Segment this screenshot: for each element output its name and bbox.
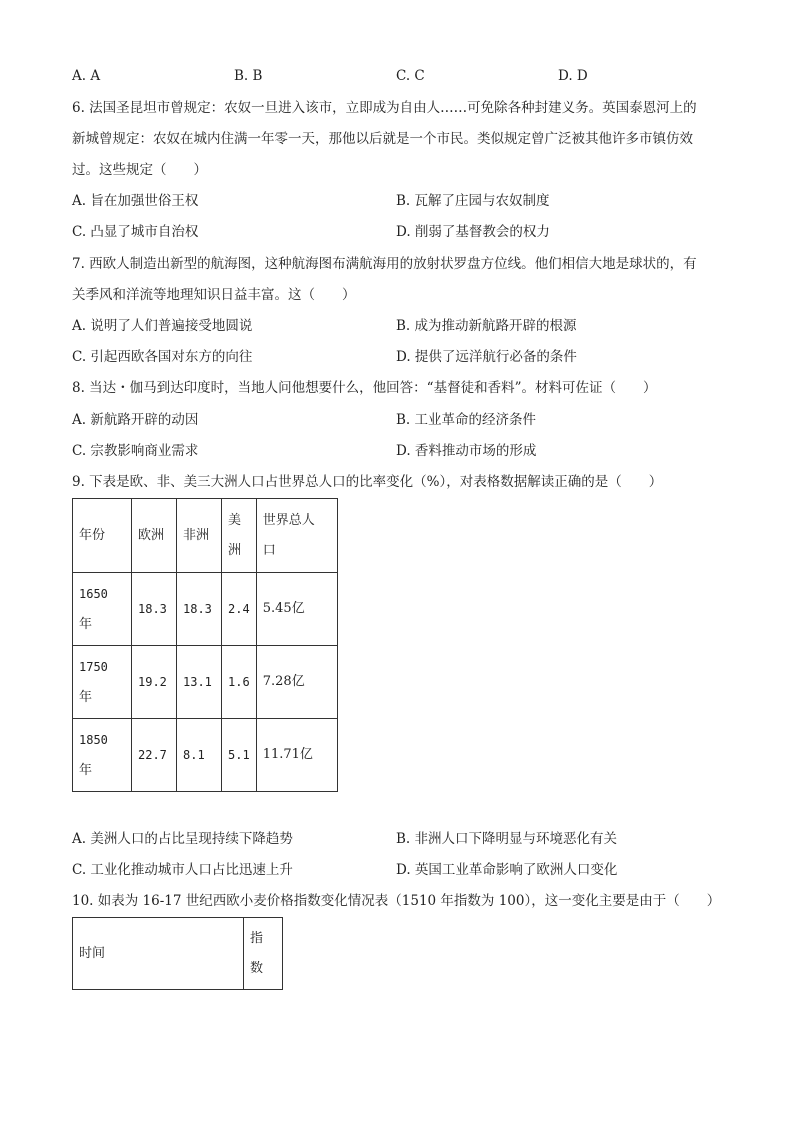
- q9-option-d[interactable]: D. 英国工业革命影响了欧洲人口变化: [396, 862, 618, 878]
- q8-option-c[interactable]: C. 宗教影响商业需求: [72, 443, 199, 459]
- table-header-row: [73, 918, 283, 990]
- q6-stem-line-3: 过。这些规定（ ）: [72, 162, 207, 178]
- header-america: [222, 499, 257, 573]
- cell-world: 5.45亿: [256, 573, 337, 646]
- q7-option-b[interactable]: B. 成为推动新航路开辟的根源: [396, 318, 577, 334]
- cell-year-num: 1650: [79, 586, 108, 601]
- q6-stem-line-2: 新城曾规定：农奴在城内住满一年零一天，那他以后就是一个市民。类似规定曾广泛被其他许多市镇仿效: [72, 131, 693, 147]
- q9-stem-line-1: 9. 下表是欧、非、美三大洲人口占世界总人口的比率变化（%），对表格数据解读正确的是（ ）: [72, 474, 663, 490]
- q5-option-b[interactable]: B. B: [234, 68, 263, 84]
- cell-year: [73, 573, 132, 646]
- q8-option-b[interactable]: B. 工业革命的经济条件: [396, 412, 537, 428]
- q9-option-b[interactable]: B. 非洲人口下降明显与环境恶化有关: [396, 831, 618, 847]
- q7-option-a[interactable]: A. 说明了人们普遍接受地圆说: [72, 318, 253, 334]
- q8-stem-line-1: 8. 当达・伽马到达印度时，当地人问他想要什么，他回答：“基督徒和香料”。材料可佐证（ ）: [72, 380, 657, 396]
- header-index: [244, 918, 283, 990]
- header-world-text-2: 口: [262, 542, 276, 558]
- q10-stem-line-1: 10. 如表为 16-17 世纪西欧小麦价格指数变化情况表（1510 年指数为 100），这一变化主要是由于（ ）: [72, 893, 721, 909]
- q6-stem-line-1: 6. 法国圣昆坦市曾规定：农奴一旦进入该市，立即成为自由人……可免除各种封建义务。英国泰恩河上的: [72, 100, 697, 116]
- header-world-population: [256, 499, 337, 573]
- cell-year-num: 1750: [79, 659, 108, 674]
- q7-stem-line-1: 7. 西欧人制造出新型的航海图，这种航海图布满航海用的放射状罗盘方位线。他们相信大地是球状的，有: [72, 256, 697, 272]
- cell-year-unit: 年: [79, 762, 93, 778]
- q6-option-d[interactable]: D. 削弱了基督教会的权力: [396, 224, 550, 240]
- cell-europe: 22.7: [132, 719, 177, 792]
- q8-option-d[interactable]: D. 香料推动市场的形成: [396, 443, 537, 459]
- header-africa: [177, 499, 222, 573]
- table-row: [73, 646, 338, 719]
- table-row: [73, 719, 338, 792]
- cell-year-unit: 年: [79, 616, 93, 632]
- header-europe: [132, 499, 177, 573]
- cell-world: 11.71亿: [256, 719, 337, 792]
- header-europe-text: 欧洲: [138, 527, 165, 543]
- header-world-text-1: 世界总人: [262, 512, 315, 528]
- q7-stem-line-2: 关季风和洋流等地理知识日益丰富。这（ ）: [72, 287, 356, 303]
- q7-option-c[interactable]: C. 引起西欧各国对东方的向往: [72, 349, 253, 365]
- q5-option-a[interactable]: A. A: [72, 68, 101, 84]
- cell-africa: 18.3: [177, 573, 222, 646]
- q10-wheat-price-table: [72, 917, 283, 990]
- q9-option-c[interactable]: C. 工业化推动城市人口占比迅速上升: [72, 862, 293, 878]
- cell-africa: 8.1: [177, 719, 222, 792]
- cell-world: 7.28亿: [256, 646, 337, 719]
- header-america-text-2: 洲: [228, 542, 242, 558]
- table-row: [73, 573, 338, 646]
- cell-africa: 13.1: [177, 646, 222, 719]
- header-america-text-1: 美: [228, 512, 242, 528]
- table-header-row: [73, 499, 338, 573]
- q6-option-a[interactable]: A. 旨在加强世俗王权: [72, 193, 199, 209]
- header-time: [73, 918, 244, 990]
- cell-year-num: 1850: [79, 732, 108, 747]
- header-africa-text: 非洲: [183, 527, 210, 543]
- cell-year-unit: 年: [79, 689, 93, 705]
- cell-america: 5.1: [222, 719, 257, 792]
- cell-america: 2.4: [222, 573, 257, 646]
- q5-option-d[interactable]: D. D: [558, 68, 588, 84]
- cell-america: 1.6: [222, 646, 257, 719]
- q5-option-c[interactable]: C. C: [396, 68, 425, 84]
- cell-year: [73, 719, 132, 792]
- header-index-text-1: 指: [250, 930, 264, 946]
- q9-option-a[interactable]: A. 美洲人口的占比呈现持续下降趋势: [72, 831, 293, 847]
- header-year-text: 年份: [79, 527, 106, 543]
- cell-europe: 19.2: [132, 646, 177, 719]
- q6-option-c[interactable]: C. 凸显了城市自治权: [72, 224, 199, 240]
- q7-option-d[interactable]: D. 提供了远洋航行必备的条件: [396, 349, 577, 365]
- q8-option-a[interactable]: A. 新航路开辟的动因: [72, 412, 199, 428]
- q6-option-b[interactable]: B. 瓦解了庄园与农奴制度: [396, 193, 550, 209]
- header-index-text-2: 数: [250, 960, 264, 976]
- header-time-text: 时间: [79, 945, 106, 961]
- header-year: [73, 499, 132, 573]
- cell-year: [73, 646, 132, 719]
- cell-europe: 18.3: [132, 573, 177, 646]
- q9-population-table: [72, 498, 338, 792]
